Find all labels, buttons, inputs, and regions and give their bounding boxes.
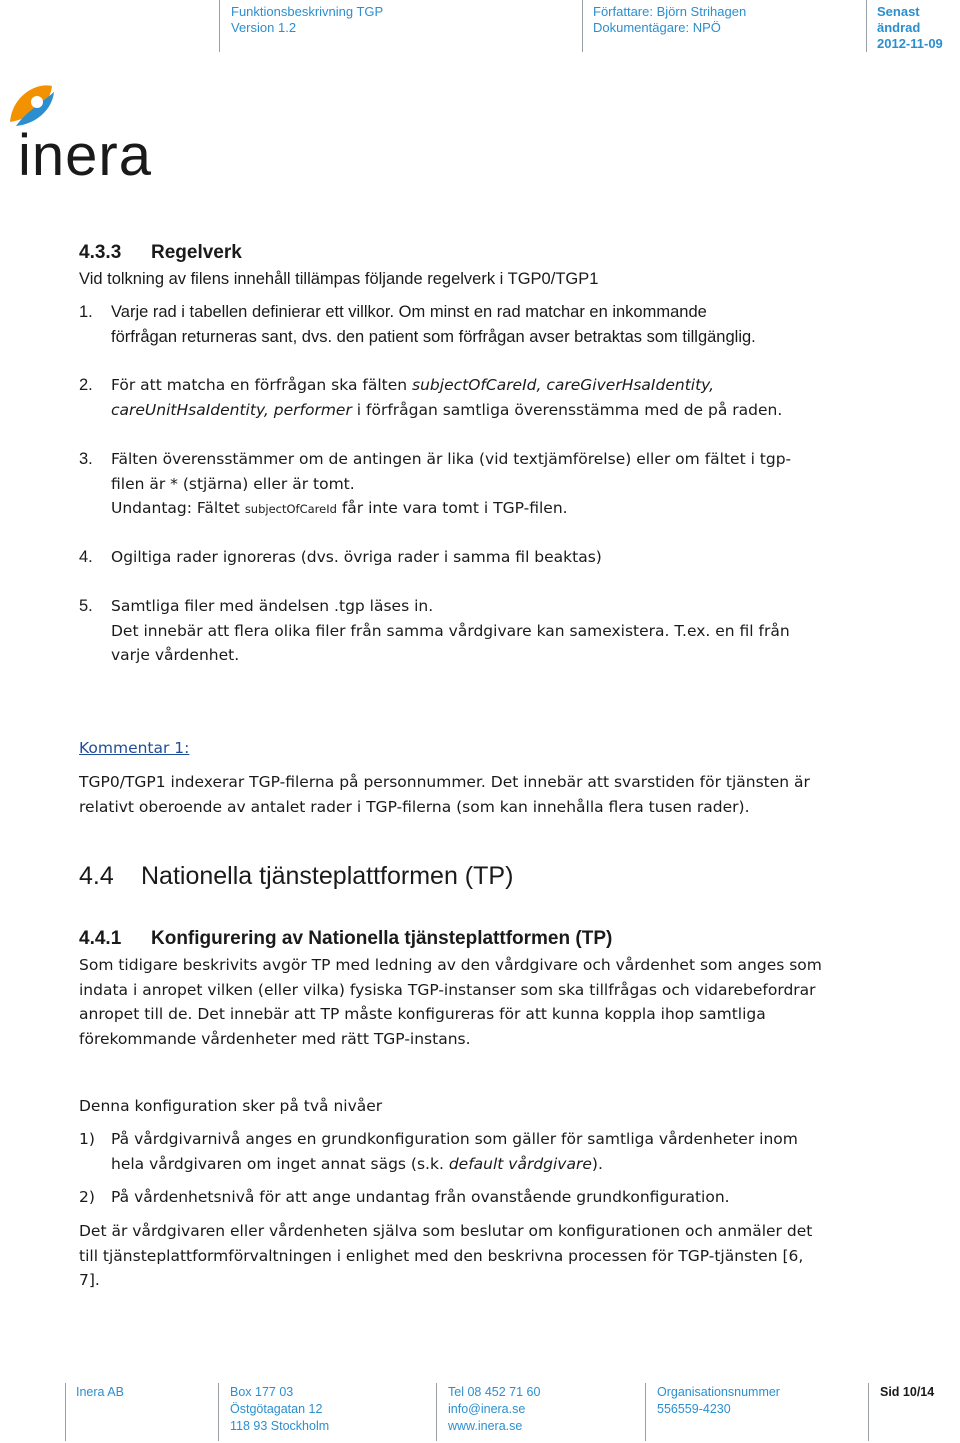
paragraph-line: Det är vårdgivaren eller vårdenheten själva som beslutar om konfigurationen och anmäler det bbox=[79, 1222, 813, 1240]
level-line: På vårdgivarnivå anges en grundkonfiguration som gäller för samtliga vårdenheter inom bbox=[111, 1130, 798, 1148]
phone: Tel 08 452 71 60 bbox=[448, 1385, 541, 1399]
footer-divider bbox=[645, 1383, 646, 1441]
paragraph-line: förekommande vårdenheter med rätt TGP-instans. bbox=[79, 1029, 471, 1048]
logo-text: inera bbox=[18, 123, 152, 182]
list-number: 2) bbox=[79, 1188, 95, 1206]
rule-line: Samtliga filer med ändelsen .tgp läses in. bbox=[111, 597, 434, 615]
org-label: Organisationsnummer bbox=[657, 1385, 780, 1399]
footer-divider bbox=[436, 1383, 437, 1441]
rule-text: Undantag: Fältet bbox=[111, 499, 245, 517]
changed-date: 2012-11-09 bbox=[877, 36, 943, 51]
doc-owner: Dokumentägare: NPÖ bbox=[593, 20, 721, 35]
email-link[interactable]: info@inera.se bbox=[448, 1402, 526, 1416]
rule-line: Det innebär att flera olika filer från samma vårdgivare kan samexistera. T.ex. en fil från bbox=[111, 621, 790, 640]
rule-line: varje vårdenhet. bbox=[111, 646, 240, 664]
website-link[interactable]: www.inera.se bbox=[448, 1419, 523, 1433]
list-number: 4. bbox=[79, 548, 93, 566]
section-number: 4.4 bbox=[79, 862, 114, 890]
comment-label: Kommentar 1: bbox=[79, 739, 190, 757]
level-text: hela vårdgivaren om inget annat sägs (s.k. bbox=[111, 1154, 449, 1173]
levels-intro: Denna konfiguration sker på två nivåer bbox=[79, 1097, 383, 1115]
company-name: Inera AB bbox=[76, 1385, 124, 1399]
rule-line: förfrågan returneras sant, dvs. den patient som förfrågan avser betraktas som tillgänglig. bbox=[111, 327, 756, 346]
regelverk-intro: Vid tolkning av filens innehåll tillämpas följande regelverk i TGP0/TGP1 bbox=[79, 270, 599, 288]
section-title: Konfigurering av Nationella tjänsteplattformen (TP) bbox=[151, 928, 613, 949]
section-title: Regelverk bbox=[151, 242, 242, 263]
rule-text: För att matcha en förfrågan ska fälten bbox=[111, 376, 413, 394]
address-line: Box 177 03 bbox=[230, 1385, 294, 1399]
comment-line: relativt oberoende av antalet rader i TGP-filerna (som kan innehålla flera tusen rader). bbox=[79, 797, 750, 816]
section-heading-4-3-3 bbox=[79, 242, 242, 264]
rule-line: Fälten överensstämmer om de antingen är lika (vid textjämförelse) eller om fältet i tgp- bbox=[111, 450, 792, 468]
field-name: subjectOfCareId bbox=[244, 502, 337, 516]
doc-version: Version 1.2 bbox=[231, 20, 297, 35]
paragraph bbox=[79, 1219, 869, 1293]
section-heading-4-4-1 bbox=[79, 928, 612, 950]
level-term: default vårdgivare bbox=[448, 1154, 592, 1173]
field-names: careUnitHsaIdentity, performer bbox=[111, 400, 352, 419]
paragraph-line: anropet till de. Det innebär att TP måste konfigureras för att kunna koppla ihop samtliga bbox=[79, 1005, 766, 1023]
org-number: 556559-4230 bbox=[657, 1402, 731, 1416]
inera-logo-mark bbox=[6, 82, 166, 182]
rule-text: får inte vara tomt i TGP-filen. bbox=[336, 499, 568, 517]
page-number: Sid 10/14 bbox=[880, 1385, 935, 1399]
header-author-info bbox=[593, 4, 746, 36]
footer-org bbox=[657, 1384, 780, 1418]
changed-label: Senast ändrad bbox=[877, 4, 921, 35]
header-doc-info bbox=[231, 4, 383, 36]
footer-contact bbox=[448, 1384, 540, 1435]
footer-address bbox=[230, 1384, 329, 1435]
rule-line: Varje rad i tabellen definierar ett villkor. Om minst en rad matchar en inkommande bbox=[111, 303, 707, 321]
list-number: 5. bbox=[79, 597, 93, 615]
rule-line: filen är * (stjärna) eller är tomt. bbox=[111, 474, 355, 493]
paragraph bbox=[79, 953, 869, 1051]
doc-author: Författare: Björn Strihagen bbox=[593, 4, 747, 19]
header-divider bbox=[582, 0, 583, 52]
list-number: 1. bbox=[79, 303, 93, 321]
comment-text bbox=[79, 770, 869, 819]
footer-divider bbox=[218, 1383, 219, 1441]
paragraph-line: Som tidigare beskrivits avgör TP med ledning av den vårdgivare och vårdenhet som anges som bbox=[79, 956, 822, 974]
footer-divider bbox=[65, 1383, 66, 1441]
header-divider bbox=[219, 0, 220, 52]
section-number: 4.4.1 bbox=[79, 928, 122, 949]
doc-title: Funktionsbeskrivning TGP bbox=[231, 4, 384, 19]
list-number: 2. bbox=[79, 376, 93, 394]
level-line: På vårdenhetsnivå för att ange undantag från ovanstående grundkonfiguration. bbox=[111, 1188, 730, 1206]
paragraph-line: indata i anropet vilken (eller vilka) fysiska TGP-instanser som ska tillfrågas och vidarebefordrar bbox=[79, 980, 816, 999]
header-divider bbox=[866, 0, 867, 52]
footer-divider bbox=[868, 1383, 869, 1441]
list-number: 1) bbox=[79, 1130, 95, 1148]
level-text: ). bbox=[591, 1154, 603, 1173]
list-number: 3. bbox=[79, 450, 93, 468]
field-names: subjectOfCareId, careGiverHsaIdentity, bbox=[412, 376, 715, 394]
rule-text: i förfrågan samtliga överensstämma med de på raden. bbox=[351, 400, 783, 419]
header-date-info bbox=[877, 4, 960, 52]
section-title: Nationella tjänsteplattformen (TP) bbox=[141, 862, 514, 890]
section-heading-4-4 bbox=[79, 862, 513, 891]
inera-logo bbox=[6, 82, 166, 187]
paragraph-line: 7]. bbox=[79, 1271, 100, 1289]
section-number: 4.3.3 bbox=[79, 242, 122, 263]
paragraph-line: till tjänsteplattformförvaltningen i enlighet med den beskrivna processen för TGP-tjänsten [6, bbox=[79, 1246, 804, 1265]
footer-company bbox=[76, 1384, 124, 1401]
comment-line: TGP0/TGP1 indexerar TGP-filerna på personnummer. Det innebär att svarstiden för tjänsten är bbox=[79, 773, 810, 791]
address-line: Östgötagatan 12 bbox=[230, 1402, 323, 1416]
rule-line: Ogiltiga rader ignoreras (dvs. övriga rader i samma fil beaktas) bbox=[111, 548, 602, 566]
address-line: 118 93 Stockholm bbox=[230, 1419, 330, 1433]
